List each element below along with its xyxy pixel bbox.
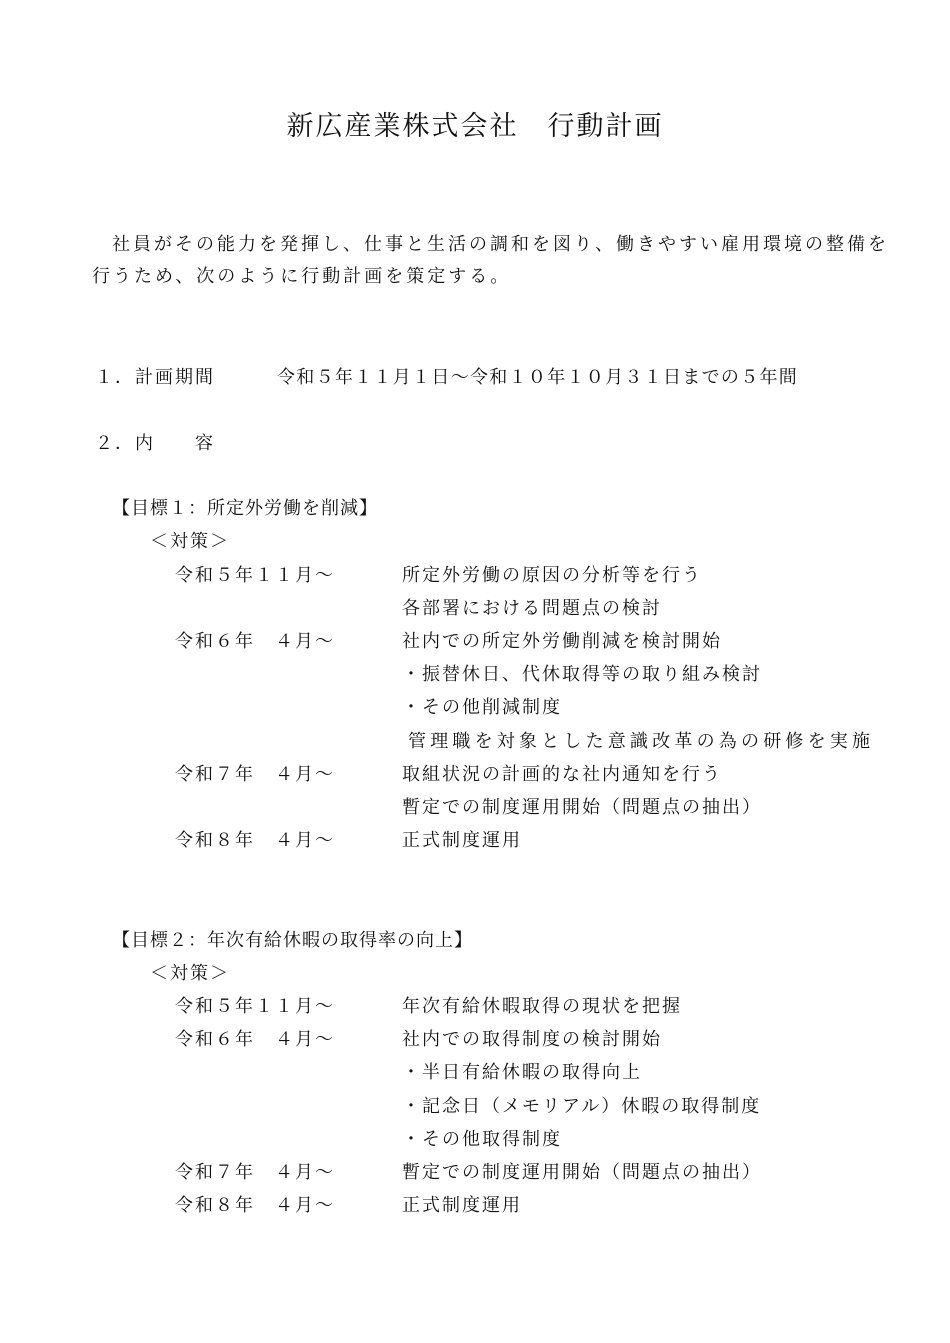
intro-line-2: 行うため、次のように行動計画を策定する。: [92, 266, 512, 287]
goal-2-measures-label: ＜対策＞: [150, 963, 230, 984]
goal-2-action: ・その他取得制度: [402, 1129, 562, 1150]
goal-2-action: 社内での取得制度の検討開始: [402, 1029, 662, 1050]
goal-1-date-2: 令和６年 ４月～: [175, 631, 335, 652]
goal-1-date-1: 令和５年１１月～: [175, 565, 335, 586]
goal-2-date-4: 令和８年 ４月～: [175, 1195, 335, 1216]
goal-2-date-3: 令和７年 ４月～: [175, 1162, 335, 1183]
plan-period-value: 令和５年１１月１日～令和１０年１０月３１日までの５年間: [277, 367, 799, 388]
goal-1-action: ・振替休日、代休取得等の取り組み検討: [402, 664, 762, 685]
goal-1-action: 管理職を対象とした意識改革の為の研修を実施: [408, 731, 875, 752]
goal-2-date-1: 令和５年１１月～: [175, 996, 335, 1017]
goal-1-action: ・その他削減制度: [402, 697, 562, 718]
goal-1-action: 正式制度運用: [402, 830, 522, 851]
goal-1-date-4: 令和８年 ４月～: [175, 830, 335, 851]
goal-2-action: ・記念日（メモリアル）休暇の取得制度: [402, 1096, 762, 1117]
goal-2-action: 正式制度運用: [402, 1195, 522, 1216]
goal-1-action: 取組状況の計画的な社内通知を行う: [402, 764, 722, 785]
goal-2-date-2: 令和６年 ４月～: [175, 1029, 335, 1050]
goal-2-action: 暫定での制度運用開始（問題点の抽出）: [402, 1162, 762, 1183]
goal-1-action: 所定外労働の原因の分析等を行う: [402, 565, 702, 586]
goal-2-action: 年次有給休暇取得の現状を把握: [402, 996, 682, 1017]
goal-1-measures-label: ＜対策＞: [150, 531, 230, 552]
goal-1-action: 社内での所定外労働削減を検討開始: [402, 631, 722, 652]
goal-2-title: 【目標２：年次有給休暇の取得率の向上】: [112, 930, 473, 951]
goal-1-date-3: 令和７年 ４月～: [175, 764, 335, 785]
goal-2-action: ・半日有給休暇の取得向上: [402, 1062, 642, 1083]
goal-1-action: 暫定での制度運用開始（問題点の抽出）: [402, 797, 762, 818]
goal-1-title: 【目標１：所定外労働を削減】: [112, 498, 378, 519]
contents-label: ２．内 容: [95, 433, 215, 454]
document-title: 新広産業株式会社 行動計画: [286, 111, 664, 142]
intro-line-1: 社員がその能力を発揮し、仕事と生活の調和を図り、働きやすい雇用環境の整備を: [112, 234, 889, 255]
goal-1-action: 各部署における問題点の検討: [402, 598, 662, 619]
plan-period-label: １．計画期間: [95, 367, 215, 388]
